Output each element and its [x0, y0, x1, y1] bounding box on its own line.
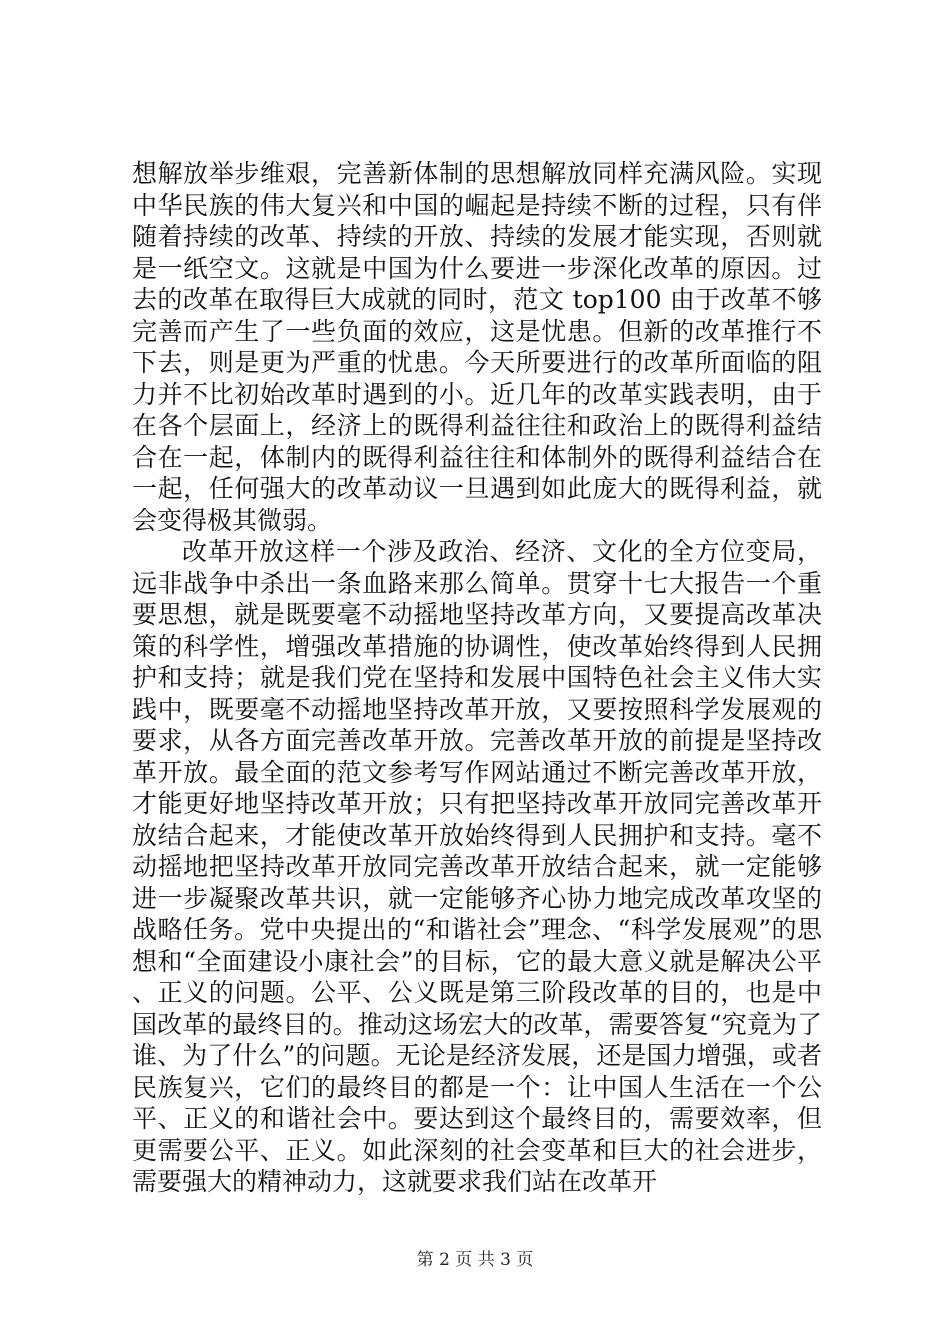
paragraph-reform-opening: 改革开放这样一个涉及政治、经济、文化的全方位变局，远非战争中杀出一条血路来那么简单。贯穿十七大报告一个重要思想，就是既要毫不动摇地坚持改革方向，又要提高改革决策的科学性，增强改革措施的协调性，使改革始终得到人民拥护和支持；就是我们党在坚持和发展中国特色社会主义伟大实践中，既要毫不动摇地坚持改革开放，又要按照科学发展观的要求，从各方面完善改革开放。完善改革开放的前提是坚持改革开放。最全面的范文参考写作网站通过不断完善改革开放，才能更好地坚持改革开放；只有把坚持改革开放同完善改革开放结合起来，才能使改革开放始终得到人民拥护和支持。毫不动摇地把坚持改革开放同完善改革开放结合起来，就一定能够进一步凝聚改革共识，就一定能够齐心协力地完成改革攻坚的战略任务。党中央提出的“和谐社会”理念、“科学发展观”的思想和“全面建设小康社会”的目标，它的最大意义就是解决公平、正义的问题。公平、公义既是第三阶段改革的目的，也是中国改革的最终目的。推动这场宏大的改革，需要答复“究竟为了谁、为了什么”的问题。无论是经济发展，还是国力增强，或者民族复兴，它们的最终目的都是一个：让中国人生活在一个公平、正义的和谐社会中。要达到这个最终目的，需要效率，但更需要公平、正义。如此深刻的社会变革和巨大的社会进步，需要强大的精神动力，这就要求我们站在改革开	[132, 537, 822, 1196]
document-body	[132, 158, 822, 1198]
paragraph-continued: 想解放举步维艰，完善新体制的思想解放同样充满风险。实现中华民族的伟大复兴和中国的崛起是持续不断的过程，只有伴随着持续的改革、持续的开放、持续的发展才能实现，否则就是一纸空文。这就是中国为什么要进一步深化改革的原因。过去的改革在取得巨大成就的同时，范文 top100 由于改革不够完善而产生了一些负面的效应，这是忧患。但新的改革推行不下去，则是更为严重的忧患。今天所要进行的改革所面临的阻力并不比初始改革时遇到的小。近几年的改革实践表明，由于在各个层面上，经济上的既得利益往往和政治上的既得利益结合在一起，体制内的既得利益往往和体制外的既得利益结合在一起，任何强大的改革动议一旦遇到如此庞大的既得利益，就会变得极其微弱。	[132, 159, 822, 535]
page-number-footer: 第 2 页 共 3 页	[416, 1250, 534, 1270]
